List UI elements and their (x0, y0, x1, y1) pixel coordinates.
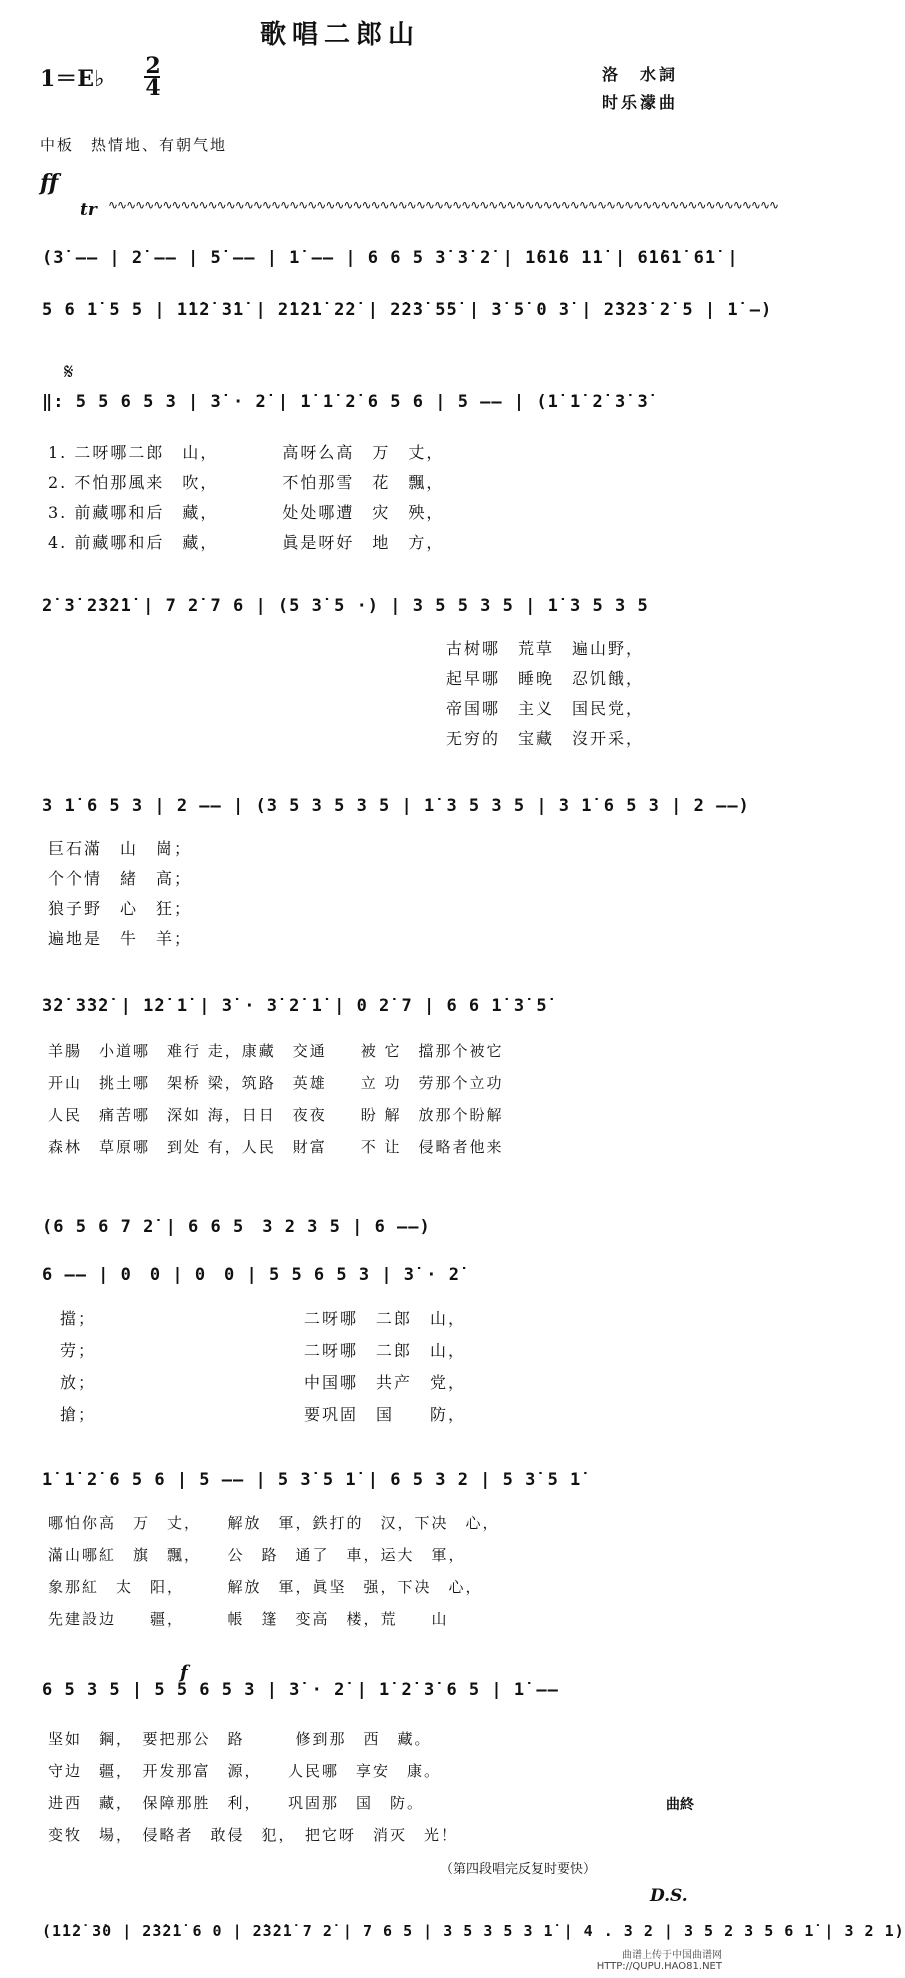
system-7-lyric-3: 进西 藏， 保障那胜 利， 巩固那 国 防。 (48, 1794, 425, 1812)
system-4-notation: 3̇2̇ 3̇3̇2̇ | 1̇2̇ 1̇ | 3̇ · 3̇ 2̇ 1̇ | 0 2̇ 7 | 6 6 1̇ 3̇ 5̇ (42, 996, 548, 1016)
watermark-text: 曲谱上传于中国曲谱网 HTTP://QUPU.HAO81.NET (596, 1950, 722, 1972)
intro-line-1: (3̇ —— | 2̇ —— | 5̇ —— | 1̇ —— | 6 6 5 3̇ 3̇ 2̇ | 1̇6̇1̇6 1̇1̇ | 6̇1̇6̇1̇ 6̇1̇ | (42, 248, 739, 268)
system-5-notation-upper: (6 5 6 7 2̇ | 6 6 5 3 2 3 5 | 6 ——) (42, 1217, 431, 1237)
system-3-lyric-1: 巨石滿 山 崗； (48, 839, 193, 858)
system-6-lyric-3: 象那紅 太 阳， 解放 軍，眞坚 强，下决 心， (48, 1578, 483, 1596)
system-4-lyric-1: 羊腸 小道哪 难行 走，康藏 交通 被 它 擋那个被它 (48, 1042, 504, 1060)
ds-mark: D.S. (650, 1886, 688, 1906)
repeat-note: （第四段唱完反复时要快） (440, 1862, 597, 1877)
system-1-lyric-4: 4. 前藏哪和后 藏， 眞是呀好 地 方， (48, 533, 445, 552)
coda-line: (1̇1̇2̇ 3̇0 | 2̇3̇2̇1̇ 6 0 | 2̇3̇2̇1̇ 7 2̇ | 7 6 5 | 3 5 3 5 3 1̇ | 4 . 3 2 | 3 5 2 3 5 6 1̇ | 3 2 1) (42, 1922, 905, 1940)
system-2-lyric-1: 古树哪 荒草 遍山野， (446, 639, 645, 658)
system-4-lyric-2: 开山 挑土哪 架桥 梁，筑路 英雄 立 功 劳那个立功 (48, 1074, 504, 1092)
system-5-lyric-3: 放； 中国哪 共产 党， (60, 1373, 467, 1392)
system-5-lyric-2: 劳； 二呀哪 二郎 山， (60, 1341, 467, 1360)
system-7-lyric-1: 坚如 鋼， 要把那公 路 修到那 西 藏。 (48, 1730, 432, 1748)
trill-mark: tr (80, 200, 97, 220)
system-3-notation: 3 1̇ 6 5 3 | 2 —— | (3 5 3 5 3 5 | 1̇ 3 5 3 5 | 3 1̇ 6 5 3 | 2 ——) (42, 796, 750, 816)
tempo-marking: 中板 热情地、有朝气地 (40, 136, 228, 154)
system-6-lyric-4: 先建設边 疆， 帳 篷 变高 楼，荒 山 (48, 1610, 449, 1628)
system-2-notation: 2̇ 3̇ 2̇3̇2̇1̇ | 7 2̇ 7 6 | (5 3̇ 5 ·) | 3 5 5 3 5 | 1̇ 3 5 3 5 (42, 596, 649, 616)
system-1-lyric-1: 1. 二呀哪二郎 山， 高呀么高 万 丈， (48, 443, 445, 462)
system-7-notation: 6 5 3 5 | 5 5 6 5 3 | 3̇ · 2̇ | 1̇ 2̇ 3̇ 6 5 | 1̇ —— (42, 1680, 559, 1700)
song-title: 歌唱二郎山 (260, 20, 421, 50)
system-4-lyric-4: 森林 草原哪 到处 有，人民 財富 不 让 侵略者他来 (48, 1138, 504, 1156)
segno-sign: 𝄋 (64, 360, 74, 385)
system-6-notation: 1̇ 1̇ 2̇ 6 5 6 | 5 —— | 5 3̇ 5 1̇ | 6 5 3 2 | 5 3̇ 5 1̇ (42, 1470, 582, 1490)
trill-wave: ∿∿∿∿∿∿∿∿∿∿∿∿∿∿∿∿∿∿∿∿∿∿∿∿∿∿∿∿∿∿∿∿∿∿∿∿∿∿∿∿∿∿∿∿∿∿∿∿∿∿∿∿∿∿∿∿∿∿∿∿∿∿∿∿∿∿∿∿∿∿∿∿∿∿ (108, 198, 779, 212)
system-2-lyric-4: 无穷的 宝藏 沒开采， (446, 729, 645, 748)
system-2-lyric-2: 起早哪 睡晚 忍饥餓， (446, 669, 645, 688)
system-2-lyric-3: 帝国哪 主义 国民党， (446, 699, 645, 718)
time-signature (144, 53, 162, 101)
time-signature-top: 2 (145, 53, 161, 79)
system-7-lyric-2: 守边 疆， 开发那富 源， 人民哪 享安 康。 (48, 1762, 442, 1780)
system-5-notation: 6 —— | 0 0 | 0 0 | 5 5 6 5 3 | 3̇ · 2̇ (42, 1265, 460, 1285)
system-3-lyric-4: 遍地是 牛 羊； (48, 929, 193, 948)
system-1-notation: ‖: 5 5 6 5 3 | 3̇ · 2̇ | 1̇ 1̇ 2̇ 6 5 6 | 5 —— | (1̇ 1̇ 2̇ 3̇ 3̇ (42, 392, 649, 412)
intro-line-2: 5 6 1̇ 5 5 | 1̇1̇2̇ 3̇1̇ | 2̇1̇2̇1̇ 2̇2̇ | 2̇2̇3̇ 5̇5̇ | 3̇ 5̇ 0 3̇ | 2̇3̇2̇3̇ 2̇ 5 | 1̇ —) (42, 300, 773, 320)
dynamic-f: f (180, 1662, 188, 1683)
system-6-lyric-2: 滿山哪紅 旗 飄， 公 路 通了 車，运大 軍， (48, 1546, 466, 1564)
system-1-lyric-2: 2. 不怕那風来 吹， 不怕那雪 花 飄， (48, 473, 445, 492)
fine-mark: 曲終 (666, 1797, 694, 1813)
system-5-lyric-4: 搶； 要巩固 国 防， (60, 1405, 467, 1424)
system-3-lyric-3: 狼子野 心 狂； (48, 899, 193, 918)
system-4-lyric-3: 人民 痛苦哪 深如 海，日日 夜夜 盼 解 放那个盼解 (48, 1106, 504, 1124)
system-1-lyric-3: 3. 前藏哪和后 藏， 处处哪遭 灾 殃， (48, 503, 445, 522)
composer-credit: 时乐濛曲 (602, 93, 679, 112)
system-7-lyric-4: 变牧 場， 侵略者 敢侵 犯， 把它呀 消灭 光！ (48, 1826, 459, 1844)
system-3-lyric-2: 个个情 緒 高； (48, 869, 193, 888)
time-signature-bottom: 4 (145, 75, 161, 101)
key-signature: 1＝E♭ (40, 66, 105, 92)
system-5-lyric-1: 擋； 二呀哪 二郎 山， (60, 1309, 467, 1328)
dynamic-ff: ff (40, 170, 59, 196)
lyricist-credit: 洛 水詞 (602, 65, 679, 84)
system-6-lyric-1: 哪怕你高 万 丈， 解放 軍，鉄打的 汉，下决 心， (48, 1514, 500, 1532)
